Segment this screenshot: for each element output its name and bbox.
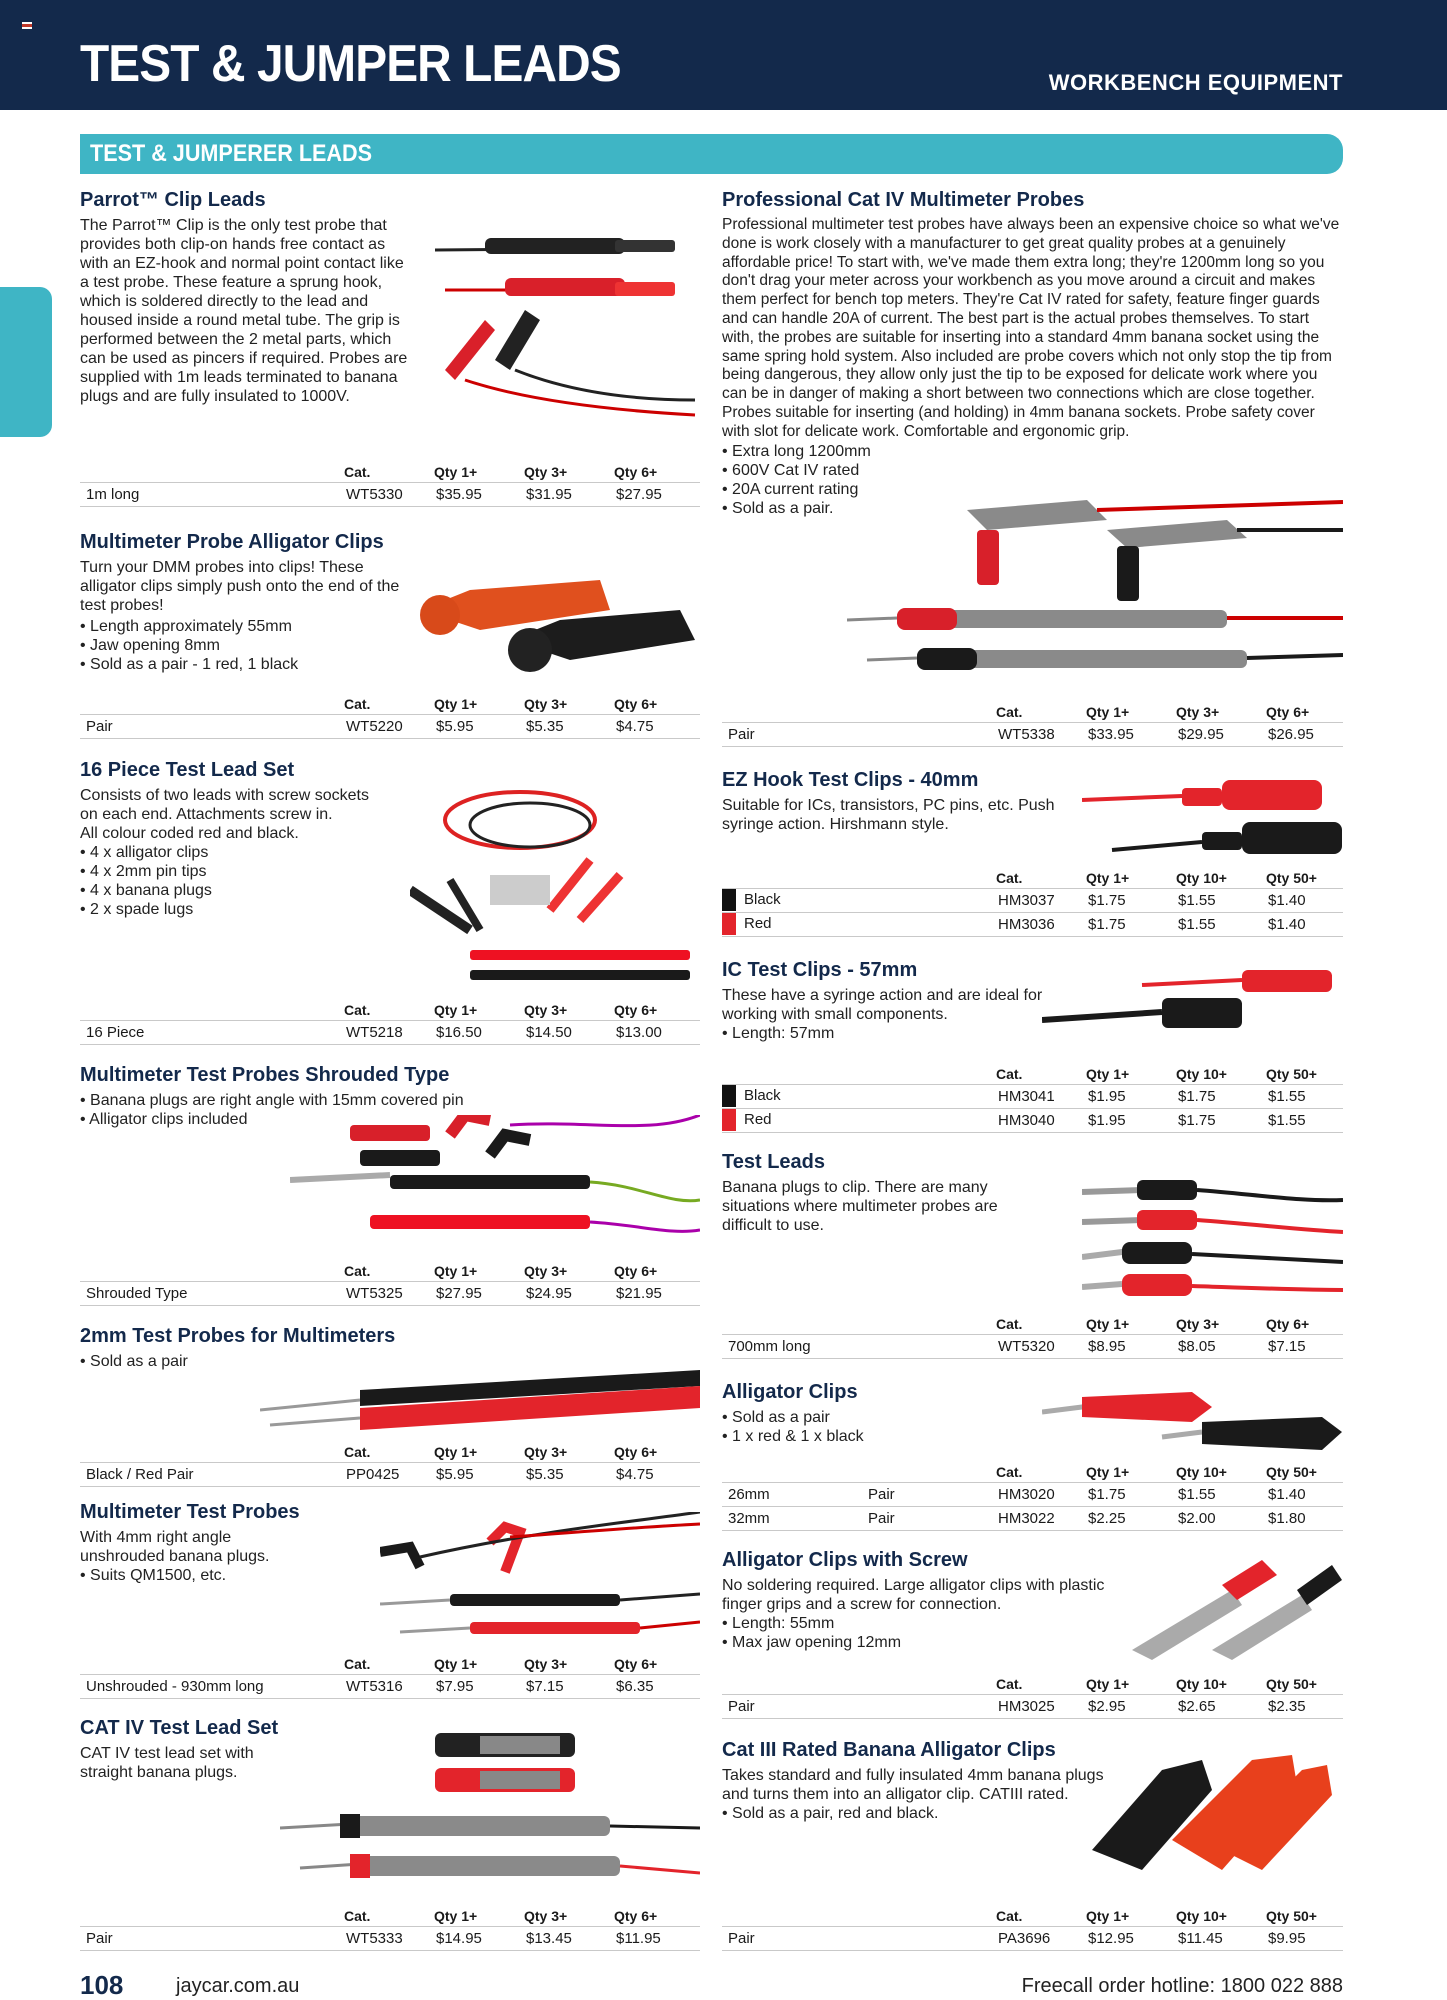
category-band (80, 134, 1343, 174)
product-title: Professional Cat IV Multimeter Probes (722, 189, 1085, 211)
parrot-clip-image (425, 230, 700, 420)
product-cat3-clips (722, 1740, 1343, 1954)
product-2mm (80, 1326, 700, 1491)
price-table: Cat. Qty 1+ Qty 10+ Qty 50+ 26mm Pair HM3020 $1.75 $1.55 $1.40 32mm Pair HM3022 $2.25 $2.00 $1.80 (722, 1462, 1343, 1531)
price-row[interactable]: Black HM3037 $1.75 $1.55 $1.40 (722, 888, 1343, 912)
product-test-leads (722, 1152, 1343, 1362)
bullet: • Sold as a pair - 1 red, 1 black (80, 655, 420, 674)
color-swatch (722, 1109, 736, 1131)
product-title: Multimeter Probe Alligator Clips (80, 531, 384, 553)
price-row[interactable]: Red HM3040 $1.95 $1.75 $1.55 (722, 1108, 1343, 1132)
bullet: • 4 x banana plugs (80, 881, 380, 900)
price-row[interactable]: Black / Red Pair PP0425 $5.95 $5.35 $4.75 (80, 1462, 700, 1486)
product-desc: These have a syringe action and are ideal for working with small components. (722, 987, 1043, 1023)
bullet: • Length: 55mm (722, 1614, 1122, 1633)
product-pro-cat4 (722, 190, 1343, 750)
bullet: • 2 x spade lugs (80, 900, 380, 919)
cat4-set-image (280, 1728, 700, 1898)
test-leads-image (1082, 1172, 1343, 1312)
product-title: EZ Hook Test Clips - 40mm (722, 769, 979, 791)
product-16-piece (80, 760, 700, 1050)
product-desc: Banana plugs to clip. There are many situations where multimeter probes are difficult to use. (722, 1179, 998, 1234)
price-row[interactable]: Unshrouded - 930mm long WT5316 $7.95 $7.15 $6.35 (80, 1674, 700, 1698)
price-row[interactable]: 1m long WT5330 $35.95 $31.95 $27.95 (80, 482, 700, 506)
website-link[interactable]: jaycar.com.au (176, 1975, 300, 1997)
ic-test-clips-image (1042, 960, 1343, 1035)
bullet: • Jaw opening 8mm (80, 636, 420, 655)
bullet: • Alligator clips included (80, 1110, 560, 1129)
page-header (0, 0, 1447, 110)
product-title: Multimeter Test Probes Shrouded Type (80, 1064, 450, 1086)
bullet: • 4 x 2mm pin tips (80, 862, 380, 881)
bullet: • 600V Cat IV rated (722, 461, 1343, 480)
product-title: Cat III Rated Banana Alligator Clips (722, 1739, 1056, 1761)
flag-icon (22, 22, 32, 29)
price-table: Cat. Qty 1+ Qty 10+ Qty 50+ Black HM3041 $1.95 $1.75 $1.55 Red HM3040 $1.95 $1.75 $1.55 (722, 1064, 1343, 1133)
price-row[interactable]: Pair WT5338 $33.95 $29.95 $26.95 (722, 722, 1343, 746)
color-swatch (722, 913, 736, 935)
product-desc: Suitable for ICs, transistors, PC pins, etc. Push syringe action. Hirshmann style. (722, 797, 1055, 833)
product-desc: No soldering required. Large alligator clips with plastic finger grips and a screw for connection. (722, 1577, 1105, 1613)
price-row[interactable]: 700mm long WT5320 $8.95 $8.05 $7.15 (722, 1334, 1343, 1358)
side-tab[interactable] (0, 287, 52, 437)
product-title: Alligator Clips (722, 1381, 858, 1403)
product-desc: CAT IV test lead set with straight banana plugs. (80, 1745, 254, 1781)
price-row[interactable]: Pair HM3025 $2.95 $2.65 $2.35 (722, 1694, 1343, 1718)
product-ez-hook (722, 770, 1343, 940)
product-alligator-screw (722, 1550, 1343, 1722)
product-desc: Professional multimeter test probes have always been an expensive choice so what we've done is work closely with a manufacturer to get great quality probes at a genuinely affordable price! To start with, we've made them extra long; they're 1200mm long so you don't drag your meter across your workbench as you move around a circuit and makes them perfect for bench top meters. They're Cat IV rated for safety, feature finger guards and can handle 20A of current. The best part is the actual probes themselves. To start with, the probes are suitable for inserting into a standard 4mm banana socket using the same spring hold system. Also included are probe covers which not only stop the tip from being dangerous, they allow only just the tip to be exposed for delicate work where you can be in danger of making a short between two connections which are close together. Probes suitable for inserting (and holding) in 4mm banana sockets. Probe safety cover with slot for delicate work. Comfortable and ergonomic grip. (722, 216, 1340, 440)
product-title: 2mm Test Probes for Multimeters (80, 1325, 396, 1347)
bullet: • Sold as a pair, red and black. (722, 1804, 1117, 1823)
alligator-probe-clip-image (410, 570, 700, 680)
price-table: Cat. Qty 1+ Qty 3+ Qty 6+ Pair WT5338 $33.95 $29.95 $26.95 (722, 702, 1343, 747)
product-title: Test Leads (722, 1151, 825, 1173)
bullet: • Extra long 1200mm (722, 442, 1343, 461)
section-title: WORKBENCH EQUIPMENT (1048, 70, 1343, 95)
product-alligator-probe (80, 532, 700, 742)
16-piece-set-image (410, 780, 700, 990)
price-row[interactable]: Shrouded Type WT5325 $27.95 $24.95 $21.95 (80, 1281, 700, 1305)
bullet: • Sold as a pair. (722, 499, 1343, 518)
pro-cat4-probes-image (847, 490, 1343, 680)
price-table: Cat. Qty 1+ Qty 3+ Qty 6+ Pair WT5333 $14.95 $13.45 $11.95 (80, 1906, 700, 1951)
product-alligator-clips (722, 1382, 1343, 1532)
product-desc: Consists of two leads with screw sockets on each end. Attachments screw in. (80, 787, 369, 823)
bullet: • 1 x red & 1 x black (722, 1427, 1022, 1446)
price-table: Cat. Qty 1+ Qty 3+ Qty 6+ Unshrouded - 930mm long WT5316 $7.95 $7.15 $6.35 (80, 1654, 700, 1699)
color-swatch (722, 1085, 736, 1107)
price-table: Cat. Qty 1+ Qty 3+ Qty 6+ 16 Piece WT5218 $16.50 $14.50 $13.00 (80, 1000, 700, 1045)
bullet: • Max jaw opening 12mm (722, 1633, 1122, 1652)
price-table: Cat. Qty 1+ Qty 10+ Qty 50+ Black HM3037 $1.75 $1.55 $1.40 Red HM3036 $1.75 $1.55 $1.40 (722, 868, 1343, 937)
bullet: • Banana plugs are right angle with 15mm covered pin (80, 1091, 560, 1110)
product-title: Alligator Clips with Screw (722, 1549, 968, 1571)
price-row[interactable]: Black HM3041 $1.95 $1.75 $1.55 (722, 1084, 1343, 1108)
price-table: Cat. Qty 1+ Qty 3+ Qty 6+ Black / Red Pair PP0425 $5.95 $5.35 $4.75 (80, 1442, 700, 1487)
price-row[interactable]: Pair WT5333 $14.95 $13.45 $11.95 (80, 1926, 700, 1950)
product-multimeter-test-probes (80, 1502, 700, 1702)
hotline-text: Freecall order hotline: 1800 022 888 (1021, 1975, 1343, 1997)
bullet: • 4 x alligator clips (80, 843, 380, 862)
product-title: Multimeter Test Probes (80, 1501, 300, 1523)
price-row[interactable]: 16 Piece WT5218 $16.50 $14.50 $13.00 (80, 1020, 700, 1044)
multimeter-probes-image (380, 1512, 700, 1642)
page-number: 108 (80, 1970, 124, 2000)
price-table: Cat. Qty 1+ Qty 3+ Qty 6+ 700mm long WT5320 $8.95 $8.05 $7.15 (722, 1314, 1343, 1359)
product-title: 16 Piece Test Lead Set (80, 759, 295, 781)
price-table: Cat. Qty 1+ Qty 10+ Qty 50+ Pair PA3696 $12.95 $11.45 $9.95 (722, 1906, 1343, 1951)
price-table: Cat. Qty 1+ Qty 3+ Qty 6+ Pair WT5220 $5.95 $5.35 $4.75 (80, 694, 700, 739)
price-row[interactable]: Pair PA3696 $12.95 $11.45 $9.95 (722, 1926, 1343, 1950)
product-shrouded (80, 1065, 700, 1310)
bullet: • Sold as a pair (722, 1408, 1022, 1427)
product-title: Parrot™ Clip Leads (80, 189, 266, 211)
color-swatch (722, 889, 736, 911)
screw-alligator-image (1122, 1550, 1343, 1665)
product-desc: Turn your DMM probes into clips! These alligator clips simply push onto the end of the test probes! (80, 559, 400, 614)
bullet: • 20A current rating (722, 480, 1343, 499)
price-table: Cat. Qty 1+ Qty 3+ Qty 6+ Shrouded Type WT5325 $27.95 $24.95 $21.95 (80, 1261, 700, 1306)
bullet: • Sold as a pair (80, 1352, 380, 1371)
product-desc: Takes standard and fully insulated 4mm banana plugs and turns them into an alligator clip. CATIII rated. (722, 1767, 1104, 1803)
bullet: • Length approximately 55mm (80, 617, 420, 636)
product-title: CAT IV Test Lead Set (80, 1717, 279, 1739)
price-row[interactable]: Pair WT5220 $5.95 $5.35 $4.75 (80, 714, 700, 738)
shrouded-probes-image (290, 1115, 700, 1250)
product-title: IC Test Clips - 57mm (722, 959, 918, 981)
page-title: TEST & JUMPER LEADS (80, 35, 621, 93)
cat3-clips-image (1082, 1740, 1343, 1880)
price-table: Cat. Qty 1+ Qty 10+ Qty 50+ Pair HM3025 $2.95 $2.65 $2.35 (722, 1674, 1343, 1719)
product-desc-2: All colour coded red and black. (80, 825, 299, 842)
bullet: • Length: 57mm (722, 1024, 1092, 1043)
price-row[interactable]: 32mm Pair HM3022 $2.25 $2.00 $1.80 (722, 1506, 1343, 1530)
product-desc: The Parrot™ Clip is the only test probe that provides both clip-on hands free contact as with an EZ-hook and normal point contact like a test probe. These feature a sprung hook, which is soldered directly to the lead and housed inside a round metal tube. The grip is performed between the 2 metal parts, which can be used as pincers if required. Probes are supplied with 1m leads terminated to banana plugs and are fully insulated to 1000V. (80, 217, 408, 405)
price-table: Cat. Qty 1+ Qty 3+ Qty 6+ 1m long WT5330 $35.95 $31.95 $27.95 (80, 462, 700, 507)
2mm-probes-image (260, 1350, 700, 1440)
price-row[interactable]: Red HM3036 $1.75 $1.55 $1.40 (722, 912, 1343, 936)
product-cat4-set (80, 1718, 700, 1954)
alligator-clips-image (1042, 1382, 1343, 1457)
bullet: • Suits QM1500, etc. (80, 1566, 320, 1585)
product-ic-test-clips (722, 960, 1343, 1135)
price-row[interactable]: 26mm Pair HM3020 $1.75 $1.55 $1.40 (722, 1482, 1343, 1506)
category-title: TEST & JUMPERER LEADS (90, 140, 373, 167)
product-desc: With 4mm right angle unshrouded banana plugs. (80, 1529, 270, 1565)
product-parrot (80, 190, 700, 510)
ez-hook-image (1082, 770, 1343, 860)
